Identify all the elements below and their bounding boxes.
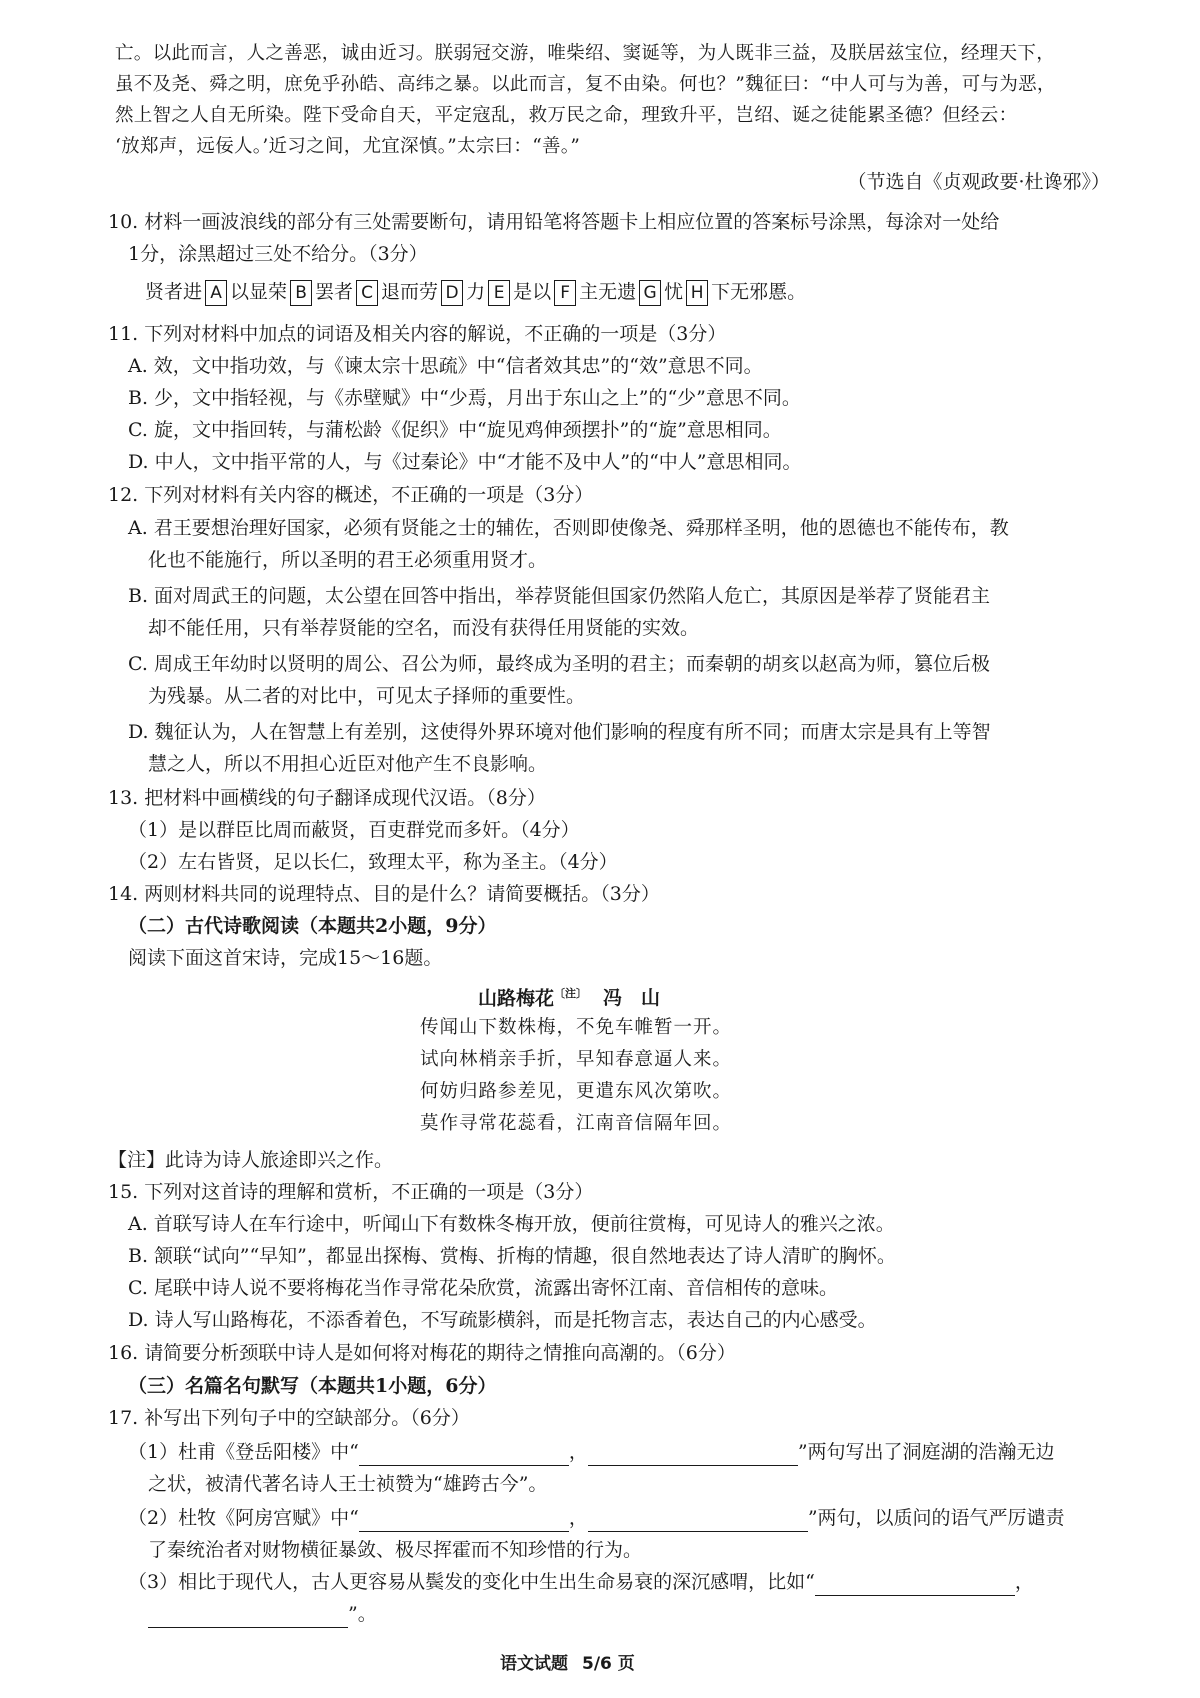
answer-box[interactable]: G (639, 280, 661, 306)
answer-box[interactable]: C (356, 280, 378, 306)
passage-line: 然上智之人自无所染。陛下受命自天，平定寇乱，救万民之命，理致升平，岂绍、诞之徒能累圣德？但经云： (115, 105, 1018, 126)
segment: 是以 (513, 281, 552, 303)
question-11-stem: 11. 下列对材料中加点的词语及相关内容的解说，不正确的一项是（3分） (108, 323, 727, 345)
answer-blank[interactable] (359, 1511, 569, 1532)
poem-line: 何妨归路参差见，更遣东风次第吹。 (420, 1081, 733, 1102)
question-10-stem-cont: 1分，涂黑超过三处不给分。（3分） (128, 243, 428, 265)
poem-author: 冯 山 (603, 987, 661, 1010)
page-footer (500, 1650, 635, 1678)
option-d: D. 中人，文中指平常的人，与《过秦论》中“才能不及中人”的“中人”意思相同。 (128, 451, 802, 473)
fill-text: ， (568, 1441, 588, 1463)
page-number: 5/6 页 (582, 1654, 635, 1674)
option-b-cont: 却不能任用，只有举荐贤能的空名，而没有获得任用贤能的实效。 (148, 617, 700, 639)
passage-line: 亡。以此而言，人之善恶，诚由近习。朕弱冠交游，唯柴绍、窦诞等，为人既非三益，及朕居兹宝位，经理天下， (115, 43, 1056, 64)
segment: 忧 (664, 281, 684, 303)
fill-text: ”两句写出了洞庭湖的浩瀚无边 (797, 1441, 1055, 1463)
segment: 以显荣 (230, 281, 288, 303)
translate-sentence-1: （1）是以群臣比周而蔽贤，百吏群党而多奸。（4分） (128, 819, 580, 841)
option-d-cont: 慧之人，所以不用担心近臣对他产生不良影响。 (148, 753, 548, 775)
answer-box[interactable]: D (441, 280, 463, 306)
question-10-stem: 10. 材料一画波浪线的部分有三处需要断句，请用铅笔将答题卡上相应位置的答案标号涂黑，每涂对一处给 (108, 211, 1000, 233)
question-12-stem: 12. 下列对材料有关内容的概述，不正确的一项是（3分） (108, 484, 594, 506)
fill-text: ， (1014, 1571, 1034, 1593)
poem-note: 【注】此诗为诗人旅途即兴之作。 (108, 1149, 394, 1171)
answer-box[interactable]: F (554, 280, 576, 306)
footer-label: 语文试题 (500, 1654, 568, 1674)
fill-item-1 (128, 1438, 1055, 1466)
option-a: A. 君王要想治理好国家，必须有贤能之士的辅佐，否则即使像尧、舜那样圣明，他的恩德也不能传布，教 (128, 517, 1009, 539)
translate-sentence-2: （2）左右皆贤，足以长仁，致理太平，称为圣主。（4分） (128, 851, 618, 873)
section-heading: （二）古代诗歌阅读（本题共2小题，9分） (128, 915, 497, 937)
fill-item-2-cont: 了秦统治者对财物横征暴敛、极尽挥霍而不知珍惜的行为。 (148, 1539, 643, 1561)
question-15-stem: 15. 下列对这首诗的理解和赏析，不正确的一项是（3分） (108, 1181, 594, 1203)
answer-blank[interactable] (588, 1445, 798, 1466)
segment: 贤者进 (145, 281, 203, 303)
answer-box[interactable]: E (488, 280, 510, 306)
question-14-stem: 14. 两则材料共同的说理特点、目的是什么？请简要概括。（3分） (108, 883, 660, 905)
option-c: C. 周成王年幼时以贤明的周公、召公为师，最终成为圣明的君主；而秦朝的胡亥以赵高为师，篡位后极 (128, 653, 990, 675)
question-13-stem: 13. 把材料中画横线的句子翻译成现代汉语。（8分） (108, 787, 546, 809)
poem-line: 试向林梢亲手折，早知春意逼人来。 (420, 1049, 733, 1070)
fill-text: ， (568, 1507, 588, 1529)
answer-box[interactable]: A (205, 280, 227, 306)
option-a-cont: 化也不能施行，所以圣明的君王必须重用贤才。 (148, 549, 548, 571)
fill-text: ”两句，以质问的语气严厉谴责 (807, 1507, 1065, 1529)
fill-item-3 (128, 1568, 1034, 1596)
question-16-stem: 16. 请简要分析颈联中诗人是如何将对梅花的期待之情推向高潮的。（6分） (108, 1342, 736, 1364)
passage-line: ‘放郑声，远佞人。’近习之间，尤宜深慎。”太宗曰：“善。” (115, 136, 581, 157)
fill-text: ”。 (348, 1603, 377, 1625)
answer-blank[interactable] (815, 1575, 1015, 1596)
answer-blank[interactable] (359, 1445, 569, 1466)
option-b: B. 面对周武王的问题，太公望在回答中指出，举荐贤能但国家仍然陷人危亡，其原因是举荐了贤能君主 (128, 585, 991, 607)
option-c: C. 旋，文中指回转，与蒲松龄《促织》中“旋见鸡伸颈摆扑”的“旋”意思相同。 (128, 419, 782, 441)
option-d: D. 魏征认为，人在智慧上有差别，这使得外界环境对他们影响的程度有所不同；而唐太宗是具有上等智 (128, 721, 991, 743)
poem-title-text: 山路梅花 (478, 987, 555, 1010)
poem-line: 传闻山下数株梅，不免车帷暂一开。 (420, 1017, 733, 1038)
question-10-sentence (145, 278, 806, 306)
option-c: C. 尾联中诗人说不要将梅花当作寻常花朵欣赏，流露出寄怀江南、音信相传的意味。 (128, 1277, 838, 1299)
passage-source: （节选自《贞观政要·杜谗邪》） (847, 171, 1110, 193)
fill-item-1-cont: 之状，被清代著名诗人王士祯赞为“雄跨古今”。 (148, 1473, 548, 1495)
question-17-stem: 17. 补写出下列句子中的空缺部分。（6分） (108, 1407, 470, 1429)
answer-box[interactable]: H (686, 280, 708, 306)
segment: 主无遗 (579, 281, 637, 303)
answer-box[interactable]: B (290, 280, 312, 306)
option-c-cont: 为残暴。从二者的对比中，可见太子择师的重要性。 (148, 685, 586, 707)
passage-line: 虽不及尧、舜之明，庶免乎孙皓、高纬之暴。以此而言，复不由染。何也？”魏征曰：“中人可与为善，可与为恶， (115, 74, 1056, 95)
segment: 下无邪慝。 (711, 281, 807, 303)
poem-title (478, 980, 660, 1012)
answer-blank[interactable] (148, 1607, 348, 1628)
fill-item-3-cont (148, 1600, 377, 1628)
fill-text: （3）相比于现代人，古人更容易从鬓发的变化中生出生命易衰的深沉感喟，比如“ (128, 1571, 815, 1593)
option-a: A. 首联写诗人在车行途中，听闻山下有数株冬梅开放，便前往赏梅，可见诗人的雅兴之浓。 (128, 1213, 895, 1235)
fill-text: （2）杜牧《阿房宫赋》中“ (128, 1507, 359, 1529)
fill-text: （1）杜甫《登岳阳楼》中“ (128, 1441, 359, 1463)
segment: 退而劳 (381, 281, 439, 303)
segment: 力 (466, 281, 486, 303)
answer-blank[interactable] (588, 1511, 808, 1532)
section-heading: （三）名篇名句默写（本题共1小题，6分） (128, 1375, 497, 1397)
section-intro: 阅读下面这首宋诗，完成15～16题。 (128, 947, 443, 969)
option-b: B. 颔联“试向”“早知”，都显出探梅、赏梅、折梅的情趣，很自然地表达了诗人清旷的胸怀。 (128, 1245, 896, 1267)
option-d: D. 诗人写山路梅花，不添香着色，不写疏影横斜，而是托物言志，表达自己的内心感受。 (128, 1309, 877, 1331)
fill-item-2 (128, 1504, 1065, 1532)
note-marker: 〔注〕 (554, 987, 588, 1000)
option-a: A. 效，文中指功效，与《谏太宗十思疏》中“信者效其忠”的“效”意思不同。 (128, 355, 763, 377)
option-b: B. 少，文中指轻视，与《赤壁赋》中“少焉，月出于东山之上”的“少”意思不同。 (128, 387, 801, 409)
poem-line: 莫作寻常花蕊看，江南音信隔年回。 (420, 1113, 733, 1134)
segment: 罢者 (315, 281, 354, 303)
